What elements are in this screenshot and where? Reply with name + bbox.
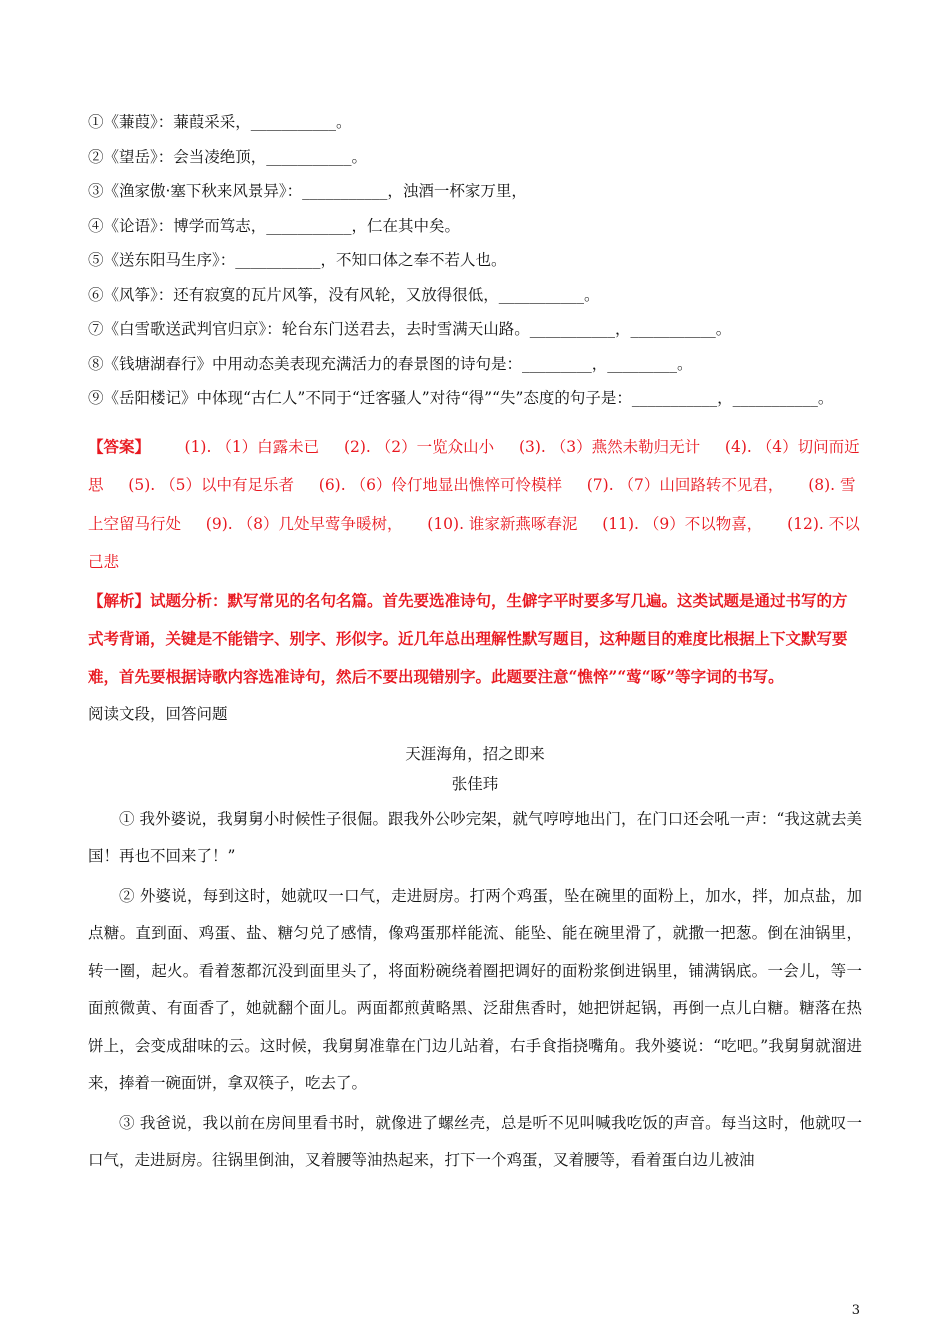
answer-item: (12). 不以己悲: [88, 514, 860, 571]
answer-item: (4). （4）切问而近思: [88, 437, 860, 494]
answer-item: (1). （1）白露未已: [184, 437, 320, 456]
question-3: ③《渔家傲·塞下秋来风景异》：___________，浊酒一杯家万里，: [88, 182, 527, 200]
answer-item: (2). （2）一览众山小: [343, 437, 495, 456]
question-7: ⑦《白雪歌送武判官归京》：轮台东门送君去，去时雪满天山路。___________，___________。: [88, 320, 732, 338]
answer-item: (6). （6）伶仃地显出憔悴可怜模样: [318, 476, 562, 494]
question-2: ②《望岳》：会当凌绝顶，___________。: [88, 147, 368, 166]
question-list: [88, 112, 862, 417]
question-6: ⑥《风筝》：还有寂寞的瓦片风筝，没有风轮，又放得很低，___________。: [88, 285, 600, 304]
answer-block: [88, 428, 862, 582]
question-5: ⑤《送东阳马生序》：___________，不知口体之奉不若人也。: [88, 251, 507, 269]
article-paragraph-3: ③ 我爸说，我以前在房间里看书时，就像进了螺丝壳，总是听不见叫喊我吃饭的声音。每当这时，他就叹一口气，走进厨房。往锅里倒油，叉着腰等油热起来，打下一个鸡蛋，叉着腰等，看着蛋白边儿被油: [88, 1113, 862, 1169]
answer-item: (3). （3）燕然未勒归无计: [518, 437, 701, 456]
explanation-block: [88, 582, 862, 696]
answer-item: (9). （8）几处早莺争暖树，: [205, 514, 403, 533]
article-title: 天涯海角，招之即来: [405, 744, 545, 763]
explanation-tag: 【解析】: [88, 590, 151, 610]
article-author: 张佳玮: [451, 774, 499, 793]
article-paragraph-2: ② 外婆说，每到这时，她就叹一口气，走进厨房。打两个鸡蛋，坠在碗里的面粉上，加水，拌，加点盐，加点糖。直到面、鸡蛋、盐、糖匀兑了感情，像鸡蛋那样能流、能坠、能在碗里滑了，就撒一把葱。倒在油锅里，转一圈，起火。看着葱都沉没到面里头了，将面粉碗绕着圈把调好的面粉浆倒进锅里，铺满锅底。一会儿，等一面煎微黄、有面香了，她就翻个面儿。两面都煎黄略黑、泛甜焦香时，她把饼起锅，再倒一点儿白糖。糖落在热饼上，会变成甜味的云。这时候，我舅舅准靠在门边儿站着，右手食指挠嘴角。我外婆说：“吃吧。”我舅舅就溜进来，捧着一碗面饼，拿双筷子，吃去了。: [88, 886, 862, 1092]
question-9: ⑨《岳阳楼记》中体现“古仁人”不同于“迁客骚人”对待“得”“失”态度的句子是：___________，___________。: [88, 389, 834, 407]
answer-item: (7). （7）山回路转不见君，: [586, 476, 784, 494]
reading-prompt: 阅读文段，回答问题: [88, 704, 228, 723]
answer-item: (8). 雪上空留马行处: [88, 476, 856, 533]
question-1: ①《蒹葭》：蒹葭采采，___________。: [88, 113, 352, 131]
answer-item: (5). （5）以中有足乐者: [128, 476, 294, 494]
question-4: ④《论语》：博学而笃志，___________，仁在其中矣。: [88, 216, 461, 235]
article-paragraph-1: ① 我外婆说，我舅舅小时候性子很倔。跟我外公吵完架，就气哼哼地出门，在门口还会吼一声：“我这就去美国！再也不回来了！”: [88, 809, 862, 865]
question-8: ⑧《钱塘湖春行》中用动态美表现充满活力的春景图的诗句是：_________，_________。: [88, 354, 693, 373]
answer-tag: 【答案】: [88, 436, 151, 456]
explanation-text: 试题分析：默写常见的名句名篇。首先要选准诗句，生僻字平时要多写几遍。这类试题是通过书写的方式考背诵，关键是不能错字、别字、形似字。近几年总出理解性默写题目，这种题目的难度比根据上下文默写要难，首先要根据诗歌内容选准诗句，然后不要出现错别字。此题要注意“憔悴”“莺“啄”等字词的书写。: [88, 590, 848, 686]
document-page: [88, 112, 862, 1180]
answer-item: (10). 谁家新燕啄春泥: [427, 514, 578, 533]
answer-item: (11). （9）不以物喜，: [602, 514, 763, 533]
page-number: 3: [851, 1303, 860, 1318]
